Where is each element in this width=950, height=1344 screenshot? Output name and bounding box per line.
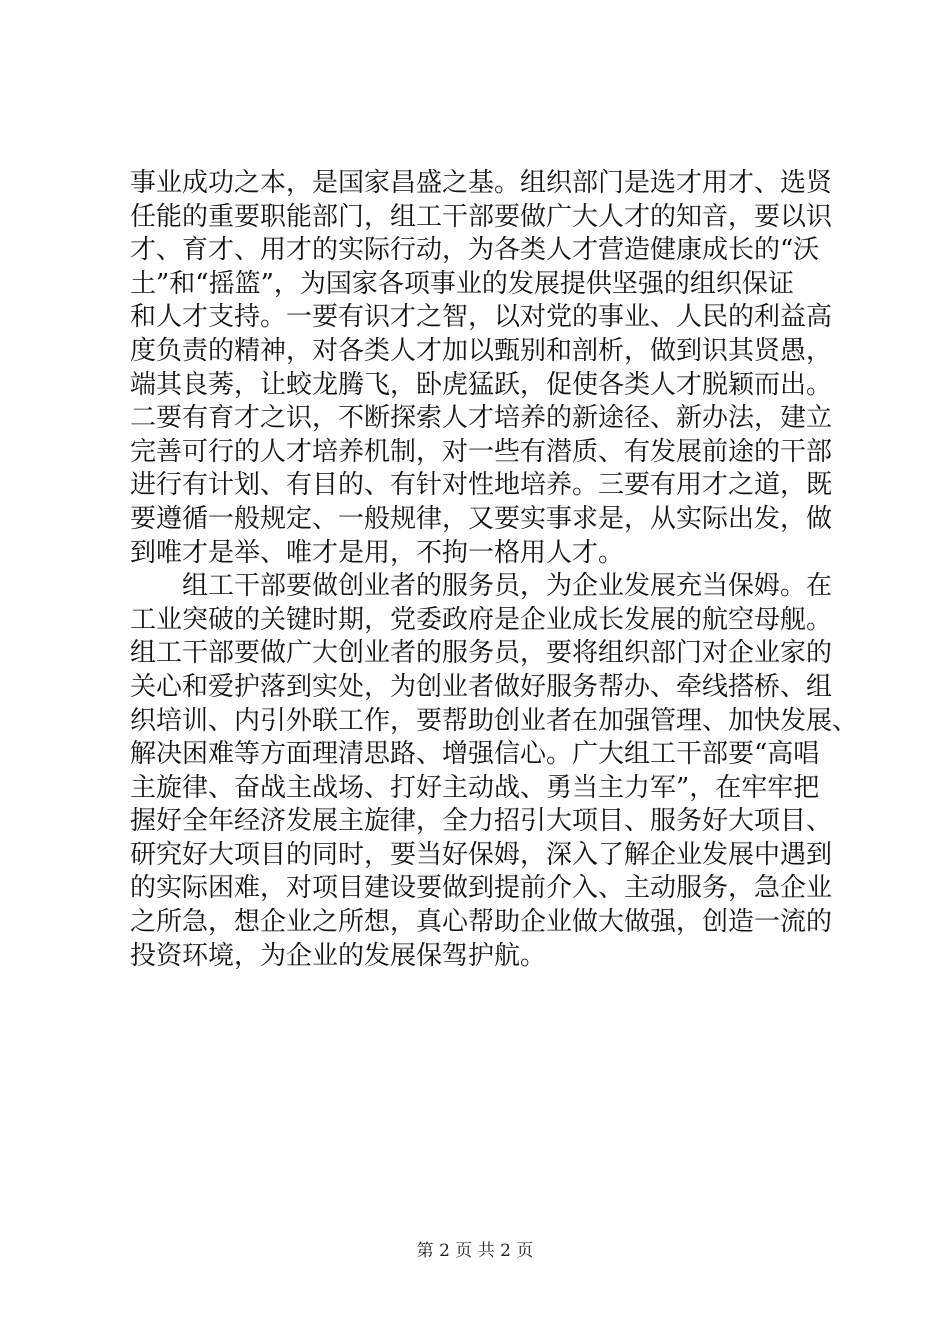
text-line: 的实际困难，对项目建设要做到提前介入、主动服务，急企业: [130, 873, 833, 904]
text-line: 事业成功之本，是国家昌盛之基。组织部门是选才用才、选贤: [130, 168, 833, 198]
page-footer: [0, 1240, 950, 1262]
text-line: 到唯才是举、唯才是用，不拘一格用人才。: [130, 537, 625, 568]
page-number: 第 2 页 共 2 页: [416, 1241, 534, 1261]
text-line: 完善可行的人才培养机制，对一些有潜质、有发展前途的干部: [130, 436, 833, 467]
paragraph-1: [130, 167, 850, 570]
text-line: 进行有计划、有目的、有针对性地培养。三要有用才之道，既: [130, 470, 833, 501]
text-line: 主旋律、奋战主战场、打好主动战、勇当主力军”，在牢牢把: [130, 772, 820, 803]
paragraph-2: [130, 570, 859, 973]
text-line: 研究好大项目的同时，要当好保姆，深入了解企业发展中遇到: [130, 839, 833, 870]
text-line: 握好全年经济发展主旋律，全力招引大项目、服务好大项目、: [130, 806, 833, 837]
text-line: 任能的重要职能部门，组工干部要做广大人才的知音，要以识: [130, 201, 833, 232]
text-line: 端其良莠，让蛟龙腾飞，卧虎猛跃，促使各类人才脱颖而出。: [130, 369, 833, 400]
text-line: 土”和“摇篮”，为国家各项事业的发展提供坚强的组织保证: [130, 268, 794, 299]
text-line: 才、育才、用才的实际行动，为各类人才营造健康成长的“沃: [130, 235, 820, 266]
text-line: 度负责的精神，对各类人才加以甄别和剖析，做到识其贤愚，: [130, 335, 833, 366]
text-line: 投资环境，为企业的发展保驾护航。: [130, 940, 547, 971]
text-line: 之所急，想企业之所想，真心帮助企业做大做强，创造一流的: [130, 907, 833, 938]
text-line: 工业突破的关键时期，党委政府是企业成长发展的航空母舰。: [130, 604, 833, 635]
text-line: 组工干部要做创业者的服务员，为企业发展充当保姆。在: [130, 571, 833, 602]
text-line: 要遵循一般规定、一般规律，又要实事求是，从实际出发，做: [130, 503, 833, 534]
text-line: 和人才支持。一要有识才之智，以对党的事业、人民的利益高: [130, 302, 833, 333]
text-line: 组工干部要做广大创业者的服务员，要将组织部门对企业家的: [130, 638, 833, 669]
text-line: 关心和爱护落到实处，为创业者做好服务帮办、牵线搭桥、组: [130, 671, 833, 702]
document-body: [130, 167, 859, 973]
text-line: 织培训、内引外联工作，要帮助创业者在加强管理、加快发展、: [130, 705, 859, 736]
text-line: 解决困难等方面理清思路、增强信心。广大组工干部要“高唱: [130, 739, 820, 770]
text-line: 二要有育才之识，不断探索人才培养的新途径、新办法，建立: [130, 403, 833, 434]
